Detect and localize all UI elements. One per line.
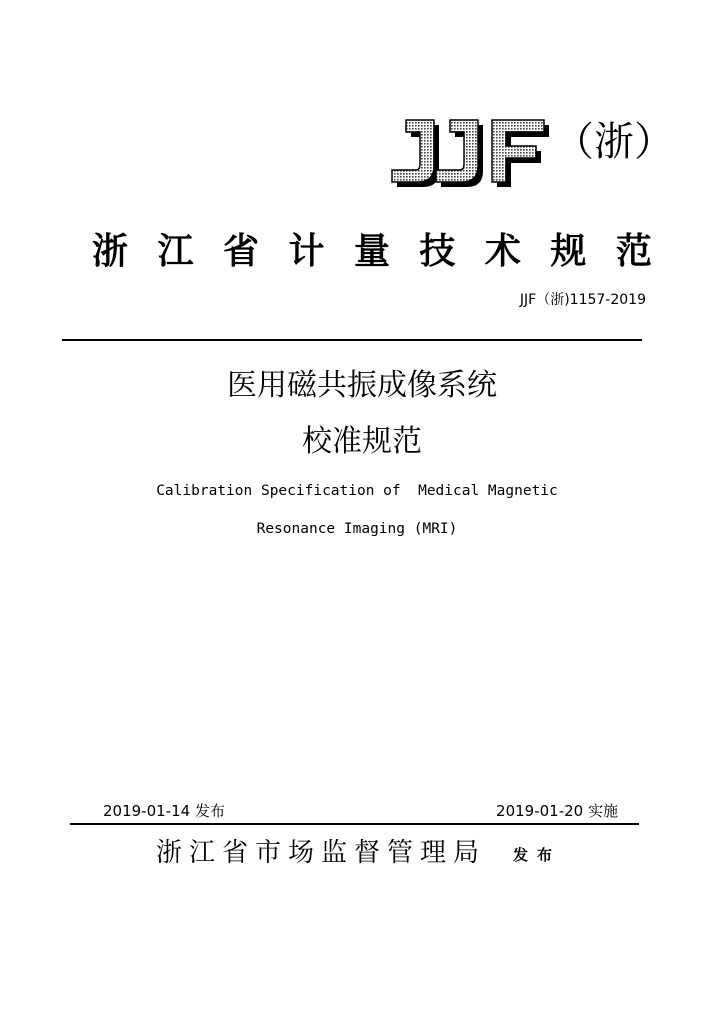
org-title-char: 浙 xyxy=(92,231,129,272)
logo-letter-j2 xyxy=(436,120,478,182)
org-title-char: 计 xyxy=(288,231,325,272)
org-title xyxy=(92,231,652,272)
publisher-name: 浙江省市场监督管理局 xyxy=(156,838,487,868)
org-title-char: 量 xyxy=(353,231,390,272)
org-title-char: 规 xyxy=(550,231,587,272)
org-title-char: 江 xyxy=(157,231,194,272)
org-title-char: 术 xyxy=(484,231,521,272)
logo-letter-f xyxy=(492,120,544,182)
issue-date: 2019-01-14 发布 xyxy=(103,802,225,820)
logo-letter-j1 xyxy=(392,120,434,182)
org-title-char: 技 xyxy=(419,231,456,272)
org-title-char: 范 xyxy=(615,231,652,272)
title-chinese-line1: 医用磁共振成像系统 xyxy=(227,368,497,403)
implementation-date: 2019-01-20 实施 xyxy=(496,802,618,820)
title-chinese-line2: 校准规范 xyxy=(302,424,422,459)
document-number: JJF（浙)1157-2019 xyxy=(519,292,646,308)
title-english-line1: Calibration Specification of Medical Magnetic xyxy=(156,483,558,499)
publish-label: 发布 xyxy=(513,846,562,864)
logo-region-suffix: （浙） xyxy=(554,119,674,165)
org-title-char: 省 xyxy=(222,231,259,272)
title-english-line2: Resonance Imaging (MRI) xyxy=(256,521,458,537)
top-divider xyxy=(62,339,642,341)
bottom-divider xyxy=(70,823,639,825)
jjf-logo xyxy=(388,116,552,192)
